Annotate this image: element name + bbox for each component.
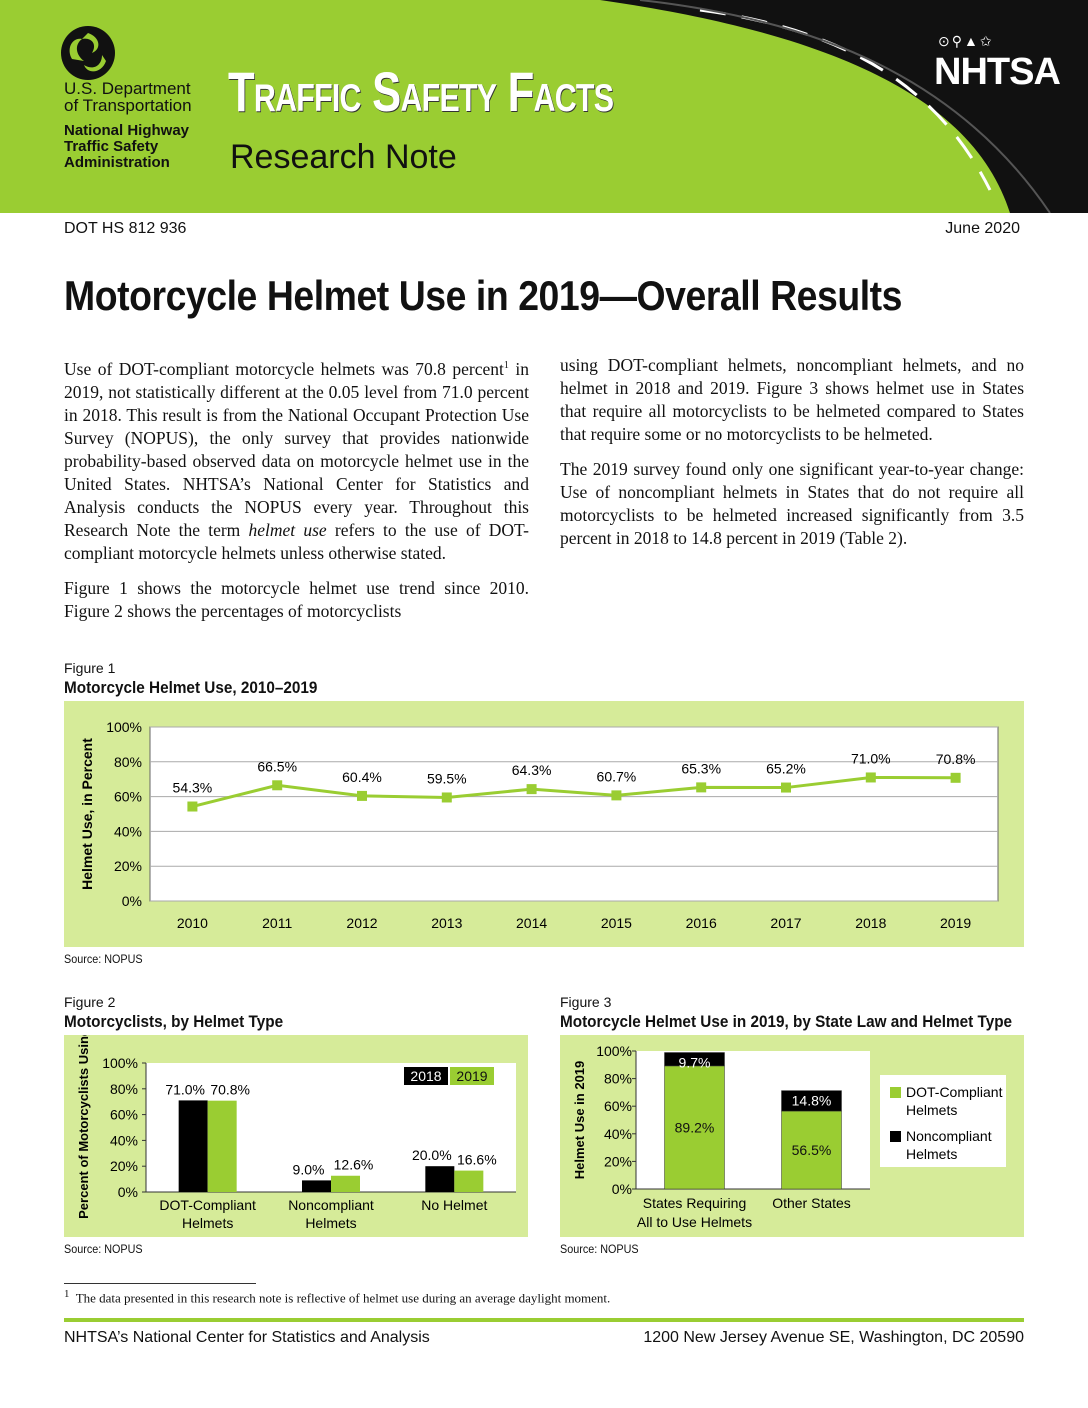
dept-line-1: U.S. Department xyxy=(64,79,191,98)
fig1-ytick-label: 60% xyxy=(113,788,142,805)
fig3-ytick-label: 80% xyxy=(603,1070,632,1087)
fig1-label: Figure 1 xyxy=(64,660,116,676)
footnote-divider xyxy=(64,1283,256,1284)
fig2-ytick-label: 0% xyxy=(117,1184,138,1200)
fig2-category-label: Helmets xyxy=(181,1215,234,1231)
nhtsa-logo: NHTSA xyxy=(934,51,1060,93)
fig3-segment-label: 89.2% xyxy=(674,1119,715,1136)
paragraph-2: Figure 1 shows the motorcycle helmet use trend since 2010. Figure 2 shows the percentages of motorcyclists xyxy=(64,577,529,621)
fig3-ytick-label: 20% xyxy=(603,1153,632,1170)
fig3-ytick-label: 0% xyxy=(611,1181,632,1197)
fig1-data-label: 65.3% xyxy=(681,760,722,777)
fig1-data-label: 64.3% xyxy=(511,762,552,779)
admin-line-3: Administration xyxy=(64,154,170,171)
footnote-text: The data presented in this research note is reflective of helmet use during an average daylight moment. xyxy=(75,1290,611,1306)
fig2-bar xyxy=(454,1171,483,1192)
fig3-ytick-label: 100% xyxy=(596,1043,632,1059)
fig2-bar-label: 16.6% xyxy=(456,1151,497,1168)
fig2-category-label: DOT-Compliant xyxy=(159,1197,256,1213)
header-banner xyxy=(0,0,1088,213)
fig3-legend-swatch xyxy=(890,1087,901,1098)
footnote xyxy=(64,1288,610,1306)
fig3-ytick-label: 60% xyxy=(603,1098,632,1115)
fig2-bar xyxy=(302,1180,331,1192)
fig1-line-chart xyxy=(64,701,1024,947)
footnote-ref[interactable]: 1 xyxy=(503,360,509,371)
administration-name xyxy=(64,123,224,171)
fig2-bar xyxy=(208,1101,237,1192)
fig1-xtick-label: 2016 xyxy=(685,915,717,931)
fig2-ylabel: Percent of Motorcyclists Using xyxy=(76,1035,91,1219)
fig3-title: Motorcycle Helmet Use in 2019, by State Law and Helmet Type xyxy=(560,1012,1013,1031)
fig2-bar-label: 9.0% xyxy=(292,1161,325,1178)
fig1-data-label: 66.5% xyxy=(257,758,298,775)
fig3-legend-label: DOT-Compliant xyxy=(906,1084,1003,1100)
fig1-ytick-label: 80% xyxy=(113,753,142,770)
series-subtitle: Research Note xyxy=(230,138,457,176)
paragraph-4: The 2019 survey found only one significant year-to-year change: Use of noncompliant helmets in States that do not require all motorcyclists to be helmeted increased significantly from 3.5 percent in 2018 to 14.8 percent in 2019 (Table 2). xyxy=(560,459,1024,548)
fig2-title: Motorcyclists, by Helmet Type xyxy=(64,1012,284,1031)
fig2-ytick-label: 20% xyxy=(109,1158,138,1175)
fig1-data-point xyxy=(442,792,452,802)
fig1-ytick-label: 40% xyxy=(113,823,142,840)
document-date: June 2020 xyxy=(945,220,1020,237)
fig3-category-label: All to Use Helmets xyxy=(636,1214,753,1230)
fig2-legend-label: 2019 xyxy=(456,1068,488,1084)
fig1-data-point xyxy=(187,802,197,812)
fig1-data-point xyxy=(272,780,282,790)
fig3-stacked-bar-chart xyxy=(560,1035,1024,1237)
fig1-xtick-label: 2019 xyxy=(940,915,972,931)
fig1-data-label: 71.0% xyxy=(850,750,891,767)
fig2-category-label: No Helmet xyxy=(421,1197,488,1213)
fig2-category-label: Helmets xyxy=(305,1215,357,1231)
fig1-data-point xyxy=(357,791,367,801)
dot-logo-icon xyxy=(60,25,116,81)
nhtsa-pictogram-icons: ⊙⚲▲✩ xyxy=(938,33,994,49)
fig3-category-label: Other States xyxy=(772,1195,851,1211)
fig1-ytick-label: 0% xyxy=(121,893,142,909)
fig1-xtick-label: 2011 xyxy=(262,915,293,931)
fig1-data-point xyxy=(696,782,706,792)
fig1-data-label: 65.2% xyxy=(766,760,806,777)
fig1-xtick-label: 2015 xyxy=(600,915,632,931)
fig2-ytick-label: 80% xyxy=(109,1080,138,1097)
fig1-xtick-label: 2017 xyxy=(770,915,802,931)
fig1-data-label: 70.8% xyxy=(935,750,976,767)
fig2-bar-label: 70.8% xyxy=(210,1081,251,1098)
fig1-ytick-label: 20% xyxy=(113,858,142,875)
fig3-source: Source: NOPUS xyxy=(560,1242,639,1256)
fig2-source: Source: NOPUS xyxy=(64,1242,143,1256)
fig1-xtick-label: 2014 xyxy=(516,915,548,931)
fig1-data-label: 60.7% xyxy=(596,768,637,785)
fig3-legend-label: Helmets xyxy=(906,1102,958,1118)
fig2-bar xyxy=(425,1166,454,1192)
department-name xyxy=(64,80,214,114)
fig1-ytick-label: 100% xyxy=(106,719,142,735)
fig3-panel xyxy=(560,1035,1024,1237)
fig1-data-label: 54.3% xyxy=(172,779,213,796)
document-number: DOT HS 812 936 xyxy=(64,220,187,237)
fig3-legend-label: Helmets xyxy=(906,1146,958,1162)
fig3-legend-label: Noncompliant xyxy=(906,1128,992,1144)
fig1-data-point xyxy=(781,783,791,793)
fig1-title: Motorcycle Helmet Use, 2010–2019 xyxy=(64,678,318,697)
footer-divider xyxy=(64,1318,1024,1322)
fig3-category-label: States Requiring xyxy=(642,1195,747,1211)
body-column-1 xyxy=(64,354,529,635)
fig3-label: Figure 3 xyxy=(560,994,612,1010)
series-title: Traffic Safety Facts xyxy=(228,60,614,123)
fig2-ytick-label: 100% xyxy=(102,1055,138,1071)
fig3-ytick-label: 40% xyxy=(603,1125,632,1142)
paragraph-3: using DOT-compliant helmets, noncompliant helmets, and no helmet in 2018 and 2019. Figure 3 shows helmet use in States that require all motorcyclists to be helmeted compared to States that require some or no motorcyclists to be helmeted. xyxy=(560,355,1024,444)
fig2-bar-label: 20.0% xyxy=(411,1147,452,1164)
fig1-data-point xyxy=(866,772,876,782)
fig2-bar xyxy=(331,1176,360,1192)
fig1-data-point xyxy=(951,773,961,783)
footer-address: 1200 New Jersey Avenue SE, Washington, DC 20590 xyxy=(643,1329,1024,1346)
fig3-legend-swatch xyxy=(890,1131,901,1142)
footer-org: NHTSA’s National Center for Statistics and Analysis xyxy=(64,1329,430,1346)
fig1-ylabel: Helmet Use, in Percent xyxy=(79,738,95,890)
body-column-2 xyxy=(560,354,1024,562)
footnote-marker: 1 xyxy=(64,1288,70,1300)
admin-line-2: Traffic Safety xyxy=(64,138,159,155)
fig2-label: Figure 2 xyxy=(64,994,116,1010)
dept-line-2: of Transportation xyxy=(64,96,192,115)
paragraph-1: Use of DOT-compliant motorcycle helmets was 70.8 percent$^1$ in 2019, not statistically different at the 0.05 level from 71.0 percent in 2018. This result is from the National Occupant Protection Use Survey (NOPUS), the only survey that provides nationwide probability-based observed data on motorcycle helmet use in the United States. NHTSA’s National Center for Statistics and Analysis conducts the NOPUS every year. Throughout this Research Note the term helmet use refers to the use of DOT-compliant motorcycle helmets unless otherwise stated. xyxy=(64,358,529,563)
fig2-ytick-label: 60% xyxy=(109,1106,138,1123)
fig2-bar-chart xyxy=(64,1035,528,1237)
fig1-source: Source: NOPUS xyxy=(64,952,143,966)
page-title: Motorcycle Helmet Use in 2019—Overall Results xyxy=(64,272,903,319)
fig2-bar-label: 12.6% xyxy=(333,1156,374,1173)
fig2-legend-label: 2018 xyxy=(410,1068,442,1084)
fig3-segment-label: 14.8% xyxy=(791,1092,832,1109)
admin-line-1: National Highway xyxy=(64,122,190,139)
fig2-category-label: Noncompliant xyxy=(288,1197,374,1213)
fig1-panel xyxy=(64,701,1024,947)
fig1-xtick-label: 2010 xyxy=(176,915,208,931)
fig2-ytick-label: 40% xyxy=(109,1132,138,1149)
fig1-data-point xyxy=(611,790,621,800)
fig1-xtick-label: 2012 xyxy=(346,915,378,931)
fig3-segment-label: 9.7% xyxy=(678,1054,711,1071)
fig1-data-label: 59.5% xyxy=(426,770,467,787)
fig2-bar-label: 71.0% xyxy=(165,1081,206,1098)
fig1-data-point xyxy=(527,784,537,794)
fig1-xtick-label: 2013 xyxy=(431,915,463,931)
fig3-ylabel: Helmet Use in 2019 xyxy=(572,1060,587,1180)
fig1-xtick-label: 2018 xyxy=(855,915,887,931)
fig3-segment-label: 56.5% xyxy=(791,1142,832,1159)
fig2-bar xyxy=(179,1100,208,1192)
fig1-data-label: 60.4% xyxy=(342,768,382,785)
fig2-panel xyxy=(64,1035,528,1237)
